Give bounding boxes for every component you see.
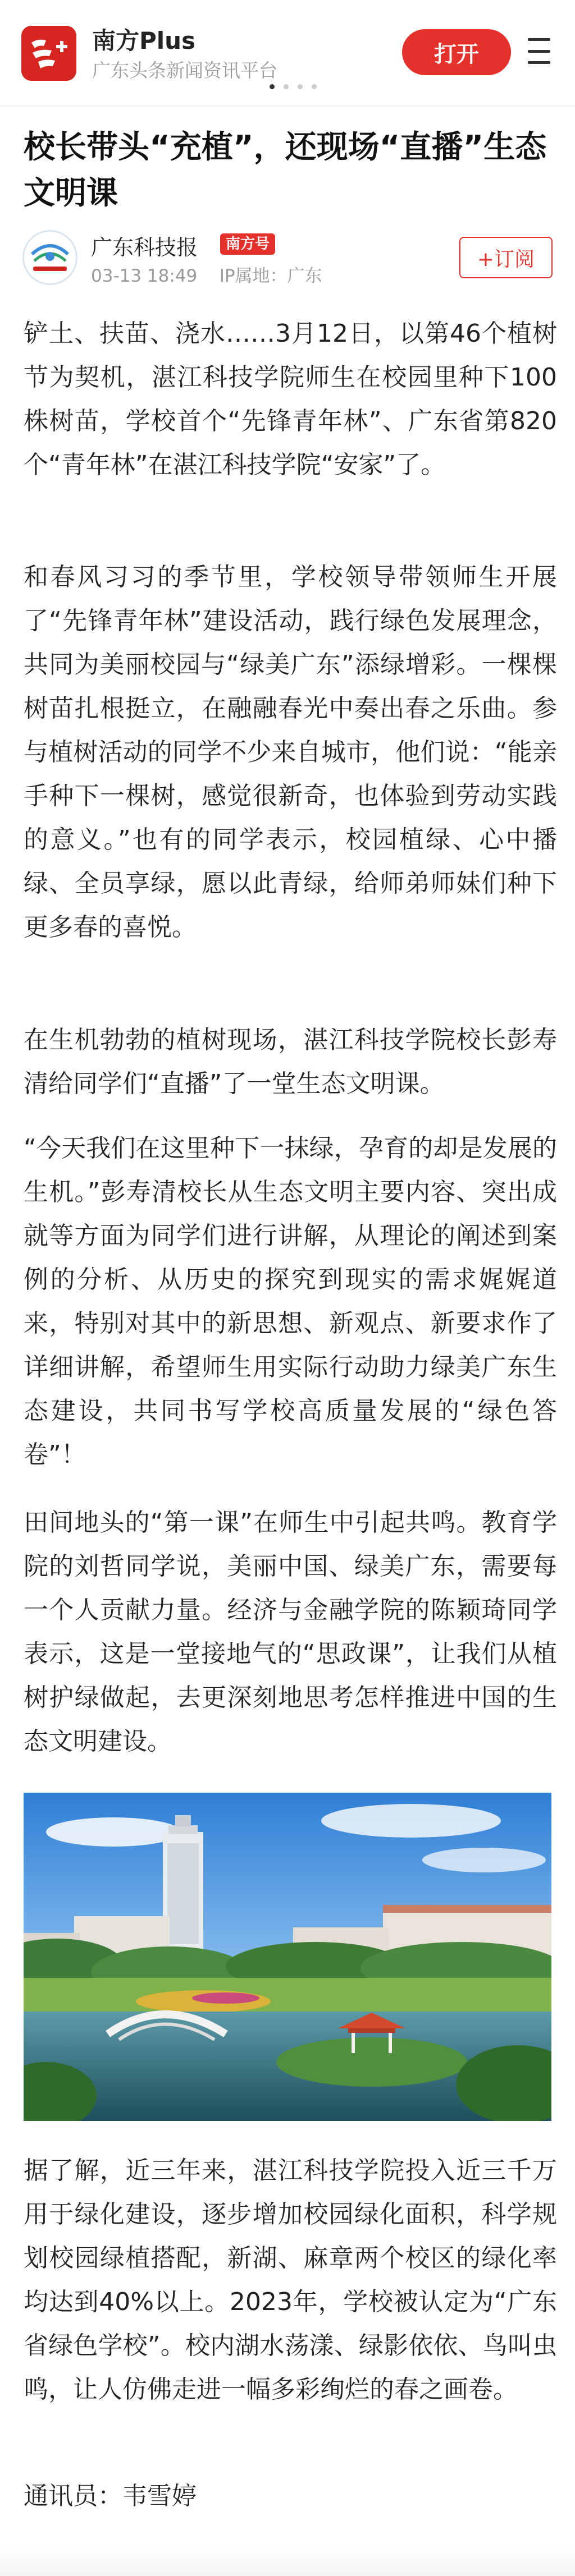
subscribe-button[interactable]: +订阅 bbox=[459, 237, 553, 278]
pager-dot bbox=[284, 84, 289, 89]
author-avatar[interactable] bbox=[22, 230, 77, 285]
app-header bbox=[0, 0, 575, 107]
article-paragraph: 铲土、扶苗、浇水……3月12日，以第46个植树节为契机，湛江科技学院师生在校园里种下100株树苗，学校首个“先锋青年林”、广东省第820个“青年林”在湛江科技学院“安家”了。 bbox=[24, 319, 557, 479]
article-paragraph: 在生机勃勃的植树现场，湛江科技学院校长彭寿清给同学们“直播”了一堂生态文明课。 bbox=[24, 1026, 557, 1098]
app-slogan: 广东头条新闻资讯平台 bbox=[92, 59, 277, 81]
article-paragraph: 和春风习习的季节里，学校领导带领师生开展了“先锋青年林”建设活动，践行绿色发展理念，共同为美丽校园与“绿美广东”添绿增彩。一棵棵树苗扎根挺立，在融融春光中奏出春之乐曲。参与植树活动的同学不少来自城市，他们说：“能亲手种下一棵树，感觉很新奇，也体验到劳动实践的意义。”也有的同学表示，校园植绿、心中播绿、全员享绿，愿以此青绿，给师弟师妹们种下更多春的喜悦。 bbox=[24, 563, 557, 942]
nanfang-logo-icon[interactable] bbox=[21, 26, 76, 81]
article-paragraph: “今天我们在这里种下一抹绿，孕育的却是发展的生机。”彭寿清校长从生态文明主要内容、突出成就等方面为同学们进行讲解，从理论的阐述到案例的分析、从历史的探究到现实的需求娓娓道来，特别对其中的新思想、新观点、新要求作了详细讲解，希望师生用实际行动助力绿美广东生态建设，共同书写学校高质量发展的“绿色答卷”！ bbox=[24, 1134, 557, 1469]
meta-spacer bbox=[203, 266, 214, 286]
article-paragraph: 田间地头的“第一课”在师生中引起共鸣。教育学院的刘哲同学说，美丽中国、绿美广东，需要每一个人贡献力量。经济与金融学院的陈颖琦同学表示，这是一堂接地气的“思政课”，让我们从植树护绿做起，去更深刻地思考怎样推进中国的生态文明建设。 bbox=[24, 1508, 557, 1756]
app-name: 南方Plus bbox=[92, 27, 196, 54]
pager-dots bbox=[270, 84, 317, 89]
campus-photo[interactable] bbox=[24, 1793, 551, 2121]
article-title: 校长带头“充植”，还现场“直播”生态文明课 bbox=[24, 129, 547, 212]
article-paragraph: 据了解，近三年来，湛江科技学院投入近三千万用于绿化建设，逐步增加校园绿化面积，科学规划校园绿植搭配，新湖、麻章两个校区的绿化率均达到40%以上。2023年，学校被认定为“广东省绿色学校”。校内湖水荡漾、绿影依依、鸟叫虫鸣，让人仿佛走进一幅多彩绚烂的春之画卷。 bbox=[24, 2156, 557, 2404]
menu-icon[interactable] bbox=[528, 38, 550, 64]
author-name[interactable]: 广东科技报 bbox=[91, 235, 198, 260]
pager-dot bbox=[312, 84, 317, 89]
pager-dot bbox=[298, 84, 303, 89]
post-meta bbox=[91, 261, 322, 287]
open-app-button[interactable]: 打开 bbox=[402, 29, 511, 75]
footer-fade bbox=[0, 2547, 575, 2576]
article-credit: 通讯员：韦雪婷 bbox=[24, 2482, 197, 2510]
pager-dot bbox=[270, 84, 275, 89]
publish-date: 03-13 18:49 bbox=[91, 266, 198, 286]
ip-location: IP属地：广东 bbox=[219, 266, 322, 286]
author-badge: 南方号 bbox=[220, 233, 275, 255]
